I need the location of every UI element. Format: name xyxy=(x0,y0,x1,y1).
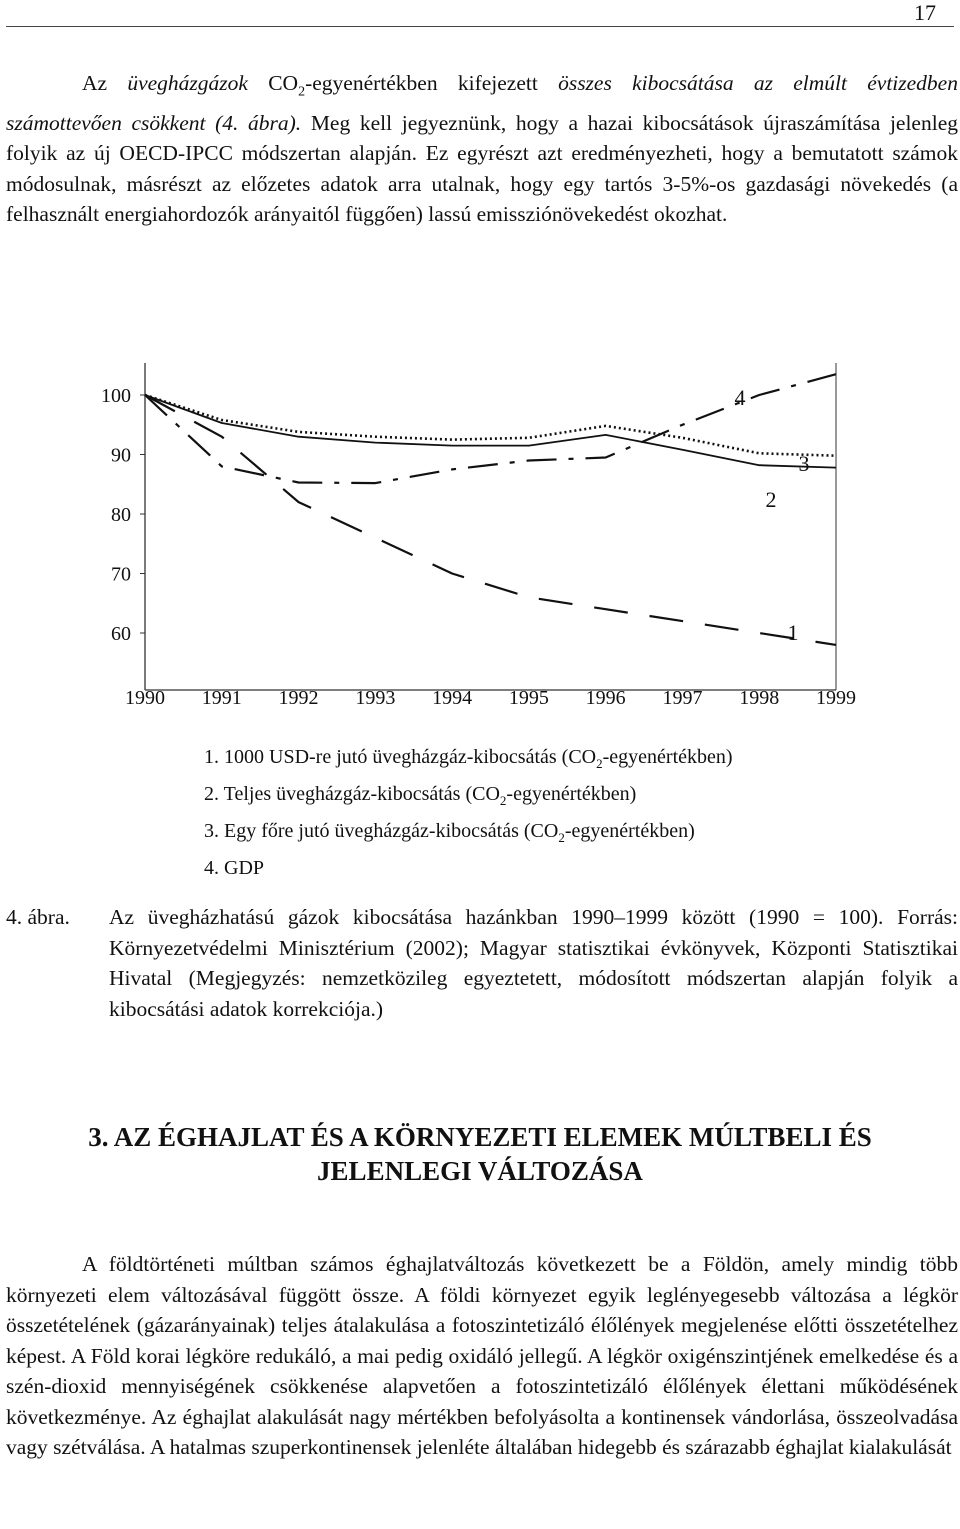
series-1-line xyxy=(145,395,836,645)
x-tick-label: 1993 xyxy=(355,687,396,709)
y-tick-label: 90 xyxy=(111,444,131,467)
x-tick-label: 1992 xyxy=(278,687,319,709)
section-heading xyxy=(0,1120,960,1188)
series-2-line xyxy=(145,395,836,468)
heading-line-1: 3. AZ ÉGHAJLAT ÉS A KÖRNYEZETI ELEMEK MÚLTBELI ÉS xyxy=(88,1122,872,1152)
series-3-label: 3 xyxy=(798,451,810,476)
intro-s2-sub: 2 xyxy=(298,84,306,100)
page-number: 17 xyxy=(914,0,936,25)
x-tick-label: 1990 xyxy=(125,687,165,709)
caption-label: 4. ábra. xyxy=(6,905,70,929)
intro-s3-em: összes kibocsátása az elmúlt évtizedben számottevően csökkent (4. ábra). xyxy=(6,71,958,135)
caption-text: Az üvegházhatású gázok kibocsátása hazánkban 1990–1999 között (1990 = 100). Forrás: Környezetvédelmi Minisztérium (2002); Magyar statisztikai évkönyvek, Központi Statisztikai Hivatal (Megjegyzés: nemzetközileg egyeztetett, módosított módszertan alapján folyik a kibocsátási adatok korrekciója.) xyxy=(109,905,958,1021)
series-3-line xyxy=(145,395,836,456)
y-tick-label: 80 xyxy=(111,504,131,526)
x-tick-label: 1999 xyxy=(816,687,856,709)
heading-line-2: JELENLEGI VÁLTOZÁSA xyxy=(317,1156,643,1186)
legend-item-1: 1. 1000 USD-re jutó üvegházgáz-kibocsátás $(CO_2-egyenértékben)$ xyxy=(204,746,733,771)
x-tick-label: 1997 xyxy=(662,687,703,709)
body-paragraph: A földtörténeti múltban számos éghajlatváltozás következett be a Földön, amely mindig több környezeti elem változásával függött össze. A földi környezet egyik leglényegesebb változása a légkör összetételének (gázarányainak) teljes átalakulása a fotoszintetizáló élőlények megjelenése előtti összetételhez képest. A Föld korai légköre redukáló, a mai pedig oxidáló jellegű. A légkör oxigénszintjének emelkedése és a szén-dioxid mennyiségének csökkenése alapvetően a fotoszintetizáló élőlények élettani működésének következménye. Az éghajlat alakulását nagy mértékben befolyásolta a kontinensek vándorlása, összeolvadása vagy szétválása. A hatalmas szuperkontinensek jelenléte általában hidegebb és szárazabb éghajlat kialakulását xyxy=(6,1252,958,1459)
legend-item-4: 4. GDP xyxy=(204,857,265,879)
intro-s4: Meg kell jegyeznünk, hogy a hazai kibocsátások újraszámítása jelenleg folyik az új OECD-IPCC módszertan alapján. Ez egyrészt azt eredményezheti, hogy a bemutatott számok módosulnak, másrészt az előzetes adatok arra utalnak, hogy egy tartós 3-5%-os gazdasági növekedés (a felhasznált energiahordozók arányaitól függően) lassú emissziónövekedést okozhat. xyxy=(6,110,958,227)
intro-paragraph xyxy=(6,68,958,230)
legend-item-3: 3. Egy főre jutó üvegházgáz-kibocsátás $(CO_2-egyenértékben)$ xyxy=(204,820,695,845)
x-tick-label: 1996 xyxy=(585,687,626,709)
y-tick-label: 100 xyxy=(101,385,131,407)
line-chart xyxy=(0,355,960,885)
y-tick-label: 70 xyxy=(111,563,131,586)
x-tick-label: 1991 xyxy=(201,687,242,709)
header-rule xyxy=(6,26,954,27)
intro-s2: CO xyxy=(247,71,299,95)
x-tick-label: 1995 xyxy=(508,687,549,709)
series-2-label: 2 xyxy=(765,487,777,512)
intro-s3: -egyenértékben kifejezett xyxy=(305,71,559,95)
intro-s1-em: üvegházgázok xyxy=(127,71,248,95)
series-4-label: 4 xyxy=(734,385,746,410)
series-1-label: 1 xyxy=(787,620,799,645)
x-tick-label: 1998 xyxy=(739,687,780,709)
figure-chart xyxy=(0,355,960,885)
y-tick-label: 60 xyxy=(111,623,131,645)
legend-item-2: 2. Teljes üvegházgáz-kibocsátás $(CO_2-egyenértékben)$ xyxy=(204,783,637,808)
intro-s1: Az xyxy=(82,71,128,95)
x-tick-label: 1994 xyxy=(432,687,473,709)
